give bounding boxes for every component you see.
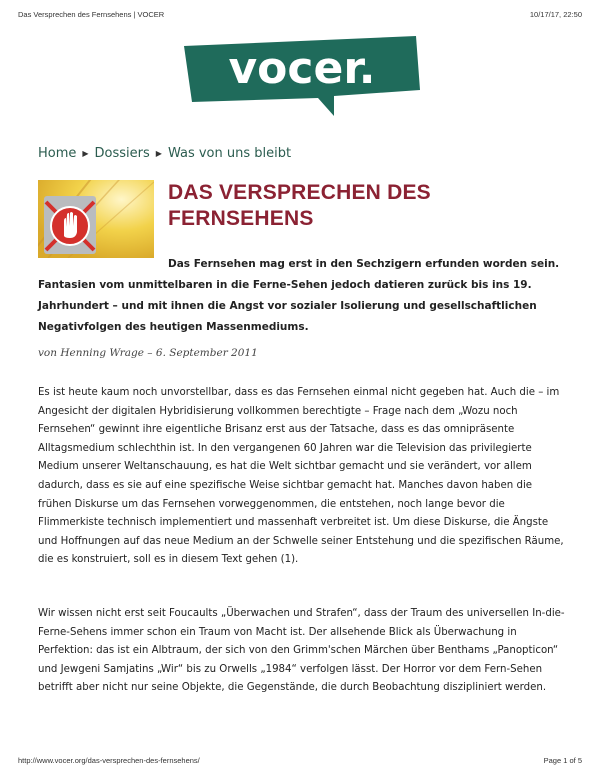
logo-text: vocer. <box>228 43 376 94</box>
breadcrumb-current[interactable]: Was von uns bleibt <box>167 146 292 161</box>
breadcrumb-separator-icon: ▶ <box>155 149 162 158</box>
article-byline: von Henning Wrage – 6. September 2011 <box>38 347 258 359</box>
vocer-logo[interactable] <box>184 36 420 118</box>
article-lead: Das Fernsehen mag erst in den Sechzigern erfunden worden sein. Fantasien vom unmittelbaren in die Ferne-Sehen jedoch datieren zurück bis ins 19. Jahrhundert – und mit ihnen die Angst vor sozialer Isolierung und gesellschaftlichen Negativfolgen des heutigen Massenmediums. <box>38 258 560 333</box>
breadcrumb-dossiers[interactable]: Dossiers <box>94 146 150 161</box>
breadcrumb <box>38 146 291 161</box>
breadcrumb-separator-icon: ▶ <box>82 149 89 158</box>
print-url: http://www.vocer.org/das-versprechen-des-fernsehens/ <box>18 756 200 765</box>
article-paragraph: Wir wissen nicht erst seit Foucaults „Überwachen und Strafen“, dass der Traum des universellen In-die-Ferne-Sehens immer schon ein Traum von Macht ist. Der allsehende Blick als Überwachung in Perfektion: das ist ein Albtraum, der sich von den Grimm'schen Märchen über Benthams „Panopticon“ und Jewgeni Samjatins „Wir“ bis zu Orwells „1984“ verfolgen lässt. Der Horror vor dem Fern-Sehen betrifft aber nicht nur seine Objekte, die Gegenstände, die durch Beobachtung diszipliniert werden. <box>38 608 565 694</box>
print-page-number: Page 1 of 5 <box>543 756 582 765</box>
print-header <box>18 10 582 19</box>
print-page-title: Das Versprechen des Fernsehens | VOCER <box>18 10 165 19</box>
article-thumbnail <box>38 180 154 258</box>
logo-banner-icon <box>184 36 420 118</box>
print-footer <box>18 756 582 765</box>
print-timestamp: 10/17/17, 22:50 <box>529 10 582 19</box>
article-title: DAS VERSPRECHEN DES FERNSEHENS <box>168 181 431 230</box>
breadcrumb-home[interactable]: Home <box>38 146 77 161</box>
stop-hand-sign-icon <box>38 180 154 258</box>
article-paragraph: Es ist heute kaum noch unvorstellbar, dass es das Fernsehen einmal nicht gegeben hat. Auch die – im Angesicht der digitalen Hybridisierung vollkommen berechtigte – Frage nach dem „Wozu noch Fernsehen“ gewinnt ihre eigentliche Brisanz erst aus der Tatsache, dass es das omnipräsente Alltagsmedium schlechthin ist. In den vergangenen 60 Jahren war die Television das privilegierte Medium unserer Weltanschauung, es hat die Welt sichtbar gemacht und sie verändert, vor allem dadurch, dass es sie auf eine spezifische Weise sichtbar gemacht hat. Manches davon haben die frühen Diskurse um das Fernsehen vorweggenommen, die entstehen, noch lange bevor die Flimmerkiste technisch implementiert und massenhaft verbreitet ist. Um diese Diskurse, die Ängste und Hoffnungen auf das neue Medium an der Schwelle seiner Entstehung und die spezifischen Räume, die es konstruiert, soll es in diesem Text gehen (1). <box>38 387 564 566</box>
